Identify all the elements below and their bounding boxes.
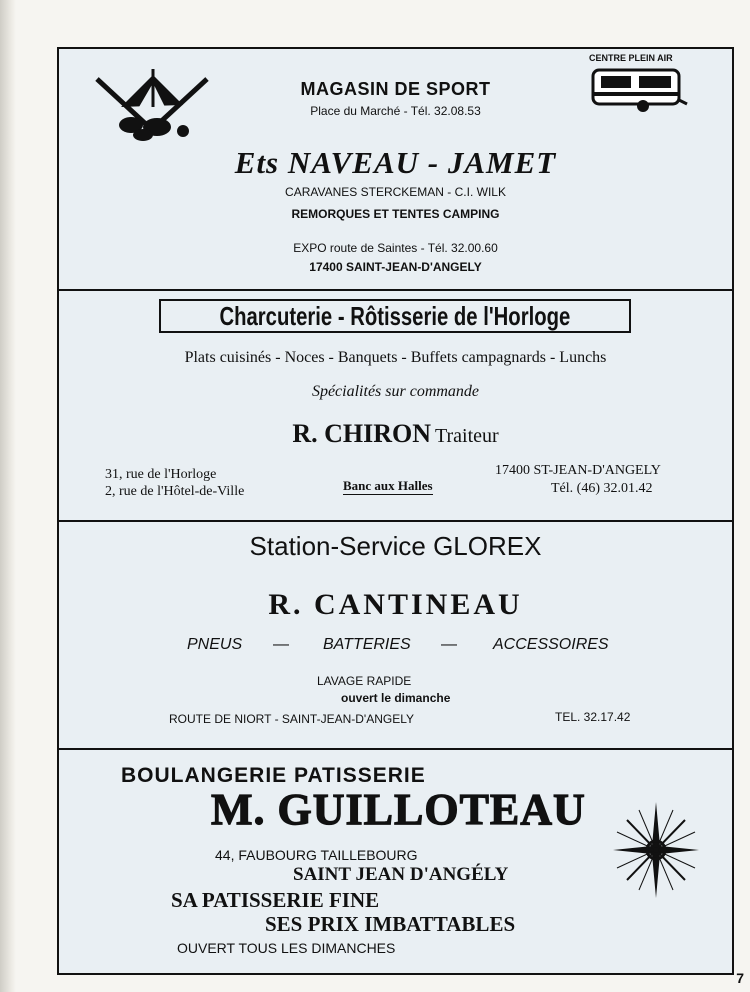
station-product-accessoires: ACCESSOIRES: [493, 636, 609, 653]
bakery-title: BOULANGERIE PATISSERIE: [121, 764, 426, 787]
page-binding-shadow: [0, 0, 16, 992]
ad-station-service: [59, 522, 732, 750]
charcuterie-city: 17400 ST-JEAN-D'ANGELY: [495, 463, 661, 478]
sport-title: MAGASIN DE SPORT: [300, 79, 491, 99]
sport-company-name: Ets NAVEAU - JAMET: [234, 145, 557, 180]
charcuterie-owner-line: [59, 419, 732, 449]
sport-line-expo: EXPO route de Saintes - Tél. 32.00.60: [293, 241, 498, 255]
station-title: Station-Service GLOREX: [249, 531, 542, 561]
charcuterie-address2: 2, rue de l'Hôtel-de-Ville: [105, 484, 245, 499]
station-product-dash2: —: [441, 636, 457, 653]
station-service-lavage: LAVAGE RAPIDE: [317, 674, 412, 688]
station-owner: R. CANTINEAU: [268, 588, 523, 621]
charcuterie-owner-role: Traiteur: [434, 425, 499, 447]
sport-line-remorques: REMORQUES ET TENTES CAMPING: [291, 207, 500, 221]
advertisement-frame: [57, 47, 734, 975]
ad-charcuterie: [59, 291, 732, 522]
sport-address: Place du Marché - Tél. 32.08.53: [310, 104, 481, 118]
bakery-owner: M. GUILLOTEAU: [211, 785, 586, 834]
station-service-dimanche: ouvert le dimanche: [341, 691, 451, 705]
bakery-hours: OUVERT TOUS LES DIMANCHES: [177, 940, 396, 956]
charcuterie-halles: Banc aux Halles: [343, 478, 433, 493]
ad-bakery: [59, 750, 732, 973]
compass-rose-icon: [613, 802, 699, 898]
centre-plein-air-label: CENTRE PLEIN AIR: [589, 53, 673, 63]
bakery-city: SAINT JEAN D'ANGÉLY: [293, 864, 509, 885]
station-address: ROUTE DE NIORT - SAINT-JEAN-D'ANGELY: [169, 712, 414, 726]
charcuterie-title-box: [159, 299, 631, 333]
bakery-address: 44, FAUBOURG TAILLEBOURG: [215, 847, 418, 863]
charcuterie-specialties: Spécialités sur commande: [311, 383, 480, 400]
charcuterie-title: Charcuterie - Rôtisserie de l'Horloge: [219, 301, 571, 331]
station-product-pneus: PNEUS: [187, 636, 243, 653]
sport-line-city: 17400 SAINT-JEAN-D'ANGELY: [309, 260, 482, 274]
caravan-icon: [589, 64, 689, 114]
charcuterie-owner: R. CHIRON: [292, 419, 431, 448]
charcuterie-services: Plats cuisinés - Noces - Banquets - Buffets campagnards - Lunchs: [184, 349, 607, 366]
bakery-slogan1: SA PATISSERIE FINE: [171, 888, 380, 912]
ad-sport-shop: [59, 49, 732, 291]
charcuterie-phone: Tél. (46) 32.01.42: [551, 481, 653, 496]
charcuterie-address1: 31, rue de l'Horloge: [105, 467, 217, 482]
page-number: 7: [736, 970, 744, 986]
bakery-slogan2: SES PRIX IMBATTABLES: [265, 912, 516, 936]
sport-line-caravanes: CARAVANES STERCKEMAN - C.I. WILK: [285, 185, 506, 199]
station-phone: TEL. 32.17.42: [555, 710, 631, 724]
station-product-batteries: BATTERIES: [323, 636, 411, 653]
station-product-dash1: —: [273, 636, 289, 653]
